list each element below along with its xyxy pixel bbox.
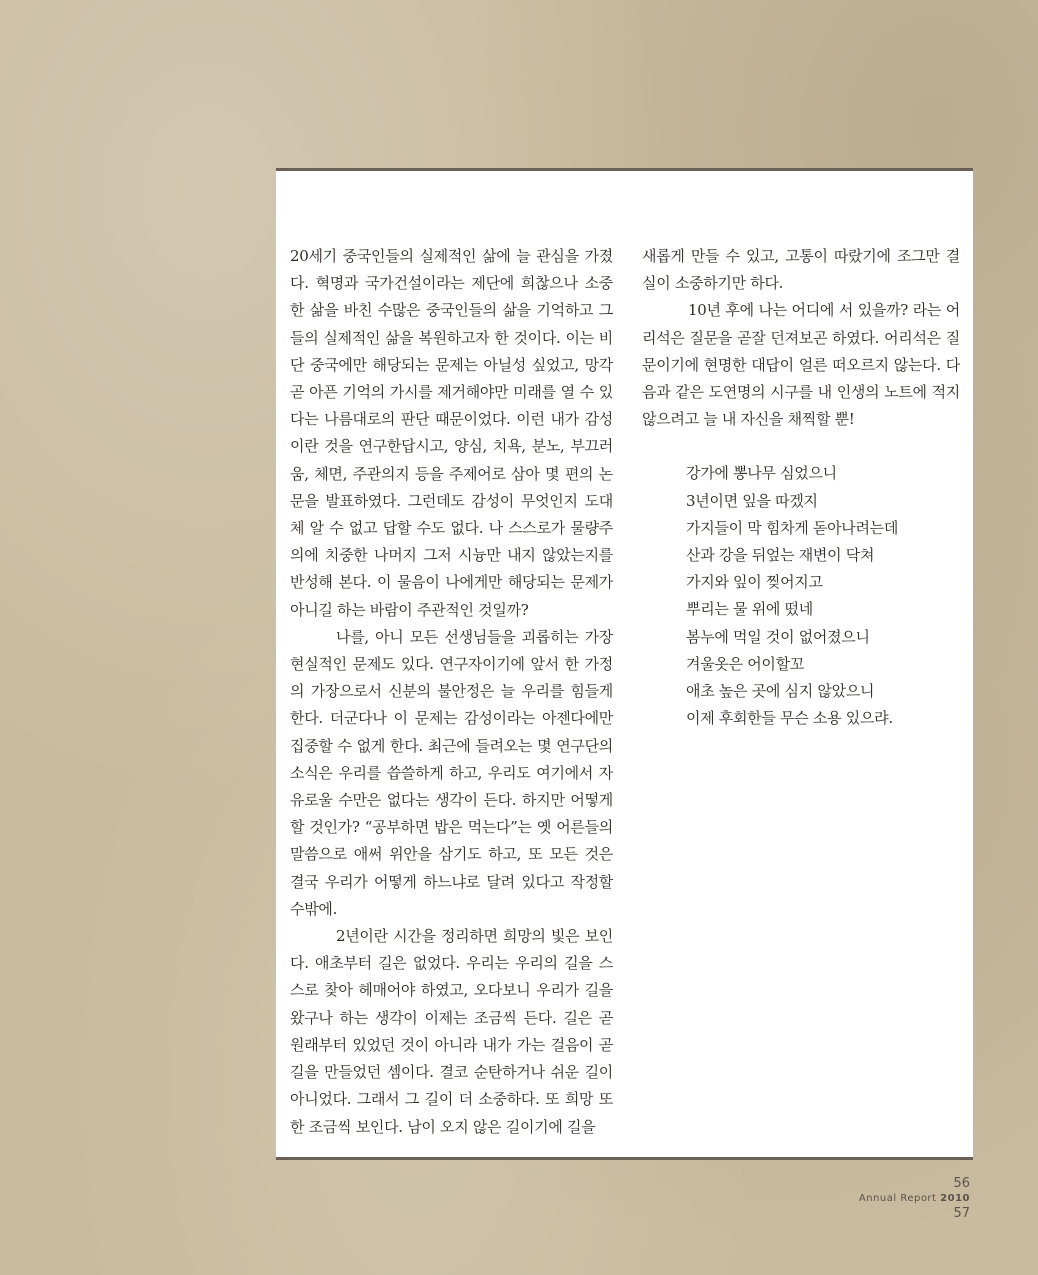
right-column: [642, 243, 960, 732]
paragraph-3: 2년이란 시간을 정리하면 희망의 빛은 보인다. 애초부터 길은 없었다. 우리는 우리의 길을 스스로 찾아 헤매어야 하였고, 오다보니 우리가 길을 왔구나 하는 생각이 이제는 조금씩 든다. 길은 곧 원래부터 있었던 것이 아니라 내가 가는 걸음이 곧 길을 만들었던 셈이다. 결코 순탄하거나 쉬운 길이 아니었다. 그래서 그 길이 더 소중하다. 또 희망 또한 조금씩 보인다. 남이 오지 않은 길이기에 길을: [290, 927, 613, 1136]
poem-line: 봄누에 먹일 것이 없어졌으니: [686, 627, 870, 646]
paragraph-2: 나를, 아니 모든 선생님들을 괴롭히는 가장 현실적인 문제도 있다. 연구자이기에 앞서 한 가정의 가장으로서 신분의 불안정은 늘 우리를 힘들게 한다. 더군다나 이 문제는 감성이라는 아젠다에만 집중할 수 없게 한다. 최근에 들려오는 몇 연구단의 소식은 우리를 씁쓸하게 하고, 우리도 여기에서 자유로울 수만은 없다는 생각이 든다. 하지만 어떻게 할 것인가? “공부하면 밥은 먹는다”는 옛 어른들의 말씀으로 애써 위안을 삼기도 하고, 또 모든 것은 결국 우리가 어떻게 하느냐로 달려 있다고 작정할 수밖에.: [290, 627, 613, 918]
poem-line: 가지와 잎이 찢어지고: [686, 573, 823, 592]
poem-line: 뿌리는 물 위에 떴네: [686, 600, 813, 619]
report-year: 2010: [940, 1193, 970, 1204]
paragraph-4: 10년 후에 나는 어디에 서 있을까? 라는 어리석은 질문을 곧잘 던져보곤 하였다. 어리석은 질문이기에 현명한 대답이 얼른 떠오르지 않는다. 다음과 같은 도연명의 시구를 내 인생의 노트에 적지 않으려고 늘 내 자신을 채찍할 뿐!: [642, 301, 960, 429]
poem-line: 애초 높은 곳에 심지 않았으니: [686, 682, 875, 701]
report-title: Annual Report: [858, 1193, 937, 1204]
report-label: [859, 1192, 970, 1206]
poem-line: 가지들이 막 힘차게 돋아나려는데: [686, 518, 899, 537]
poem: [642, 460, 960, 732]
poem-line: 겨울옷은 어이할꼬: [686, 654, 804, 673]
poem-line: 3년이면 잎을 따겠지: [686, 491, 818, 510]
paragraph-1: 20세기 중국인들의 실제적인 삶에 늘 관심을 가졌다. 혁명과 국가건설이라는 제단에 희찮으나 소중한 삶을 바친 수많은 중국인들의 삶을 기억하고 그들의 실제적인 삶을 복원하고자 한 것이다. 이는 비단 중국에만 해당되는 문제는 아닐성 싶었고, 망각 곧 아픈 기억의 가시를 제거해야만 미래를 열 수 있다는 나름대로의 판단 때문이었다. 이런 내가 감성이란 것을 연구한답시고, 양심, 치욕, 분노, 부끄러움, 체면, 주관의지 등을 주제어로 삼아 몇 편의 논문을 발표하였다. 그런데도 감성이 무엇인지 도대체 알 수 없고 답할 수도 없다. 나 스스로가 물량주의에 치중한 나머지 그저 시늉만 내지 않았는지를 반성해 본다. 이 물음이 나에게만 해당되는 문제가 아니길 하는 바람이 주관적인 것일까?: [290, 247, 613, 619]
paragraph-continued: 새롭게 만들 수 있고, 고통이 따랐기에 조그만 결실이 소중하기만 하다.: [642, 247, 960, 293]
poem-line: 산과 강을 뒤엎는 재변이 닥쳐: [686, 546, 875, 565]
poem-line: 강가에 뽕나무 심었으니: [686, 464, 837, 483]
page-number-right: 57: [953, 1206, 970, 1221]
content-panel: [276, 168, 973, 1160]
poem-line: 이제 후회한들 무슨 소용 있으랴.: [686, 709, 893, 728]
left-column: [290, 243, 613, 1141]
page-number-left: 56: [953, 1176, 970, 1191]
page-footer: [859, 1176, 970, 1222]
